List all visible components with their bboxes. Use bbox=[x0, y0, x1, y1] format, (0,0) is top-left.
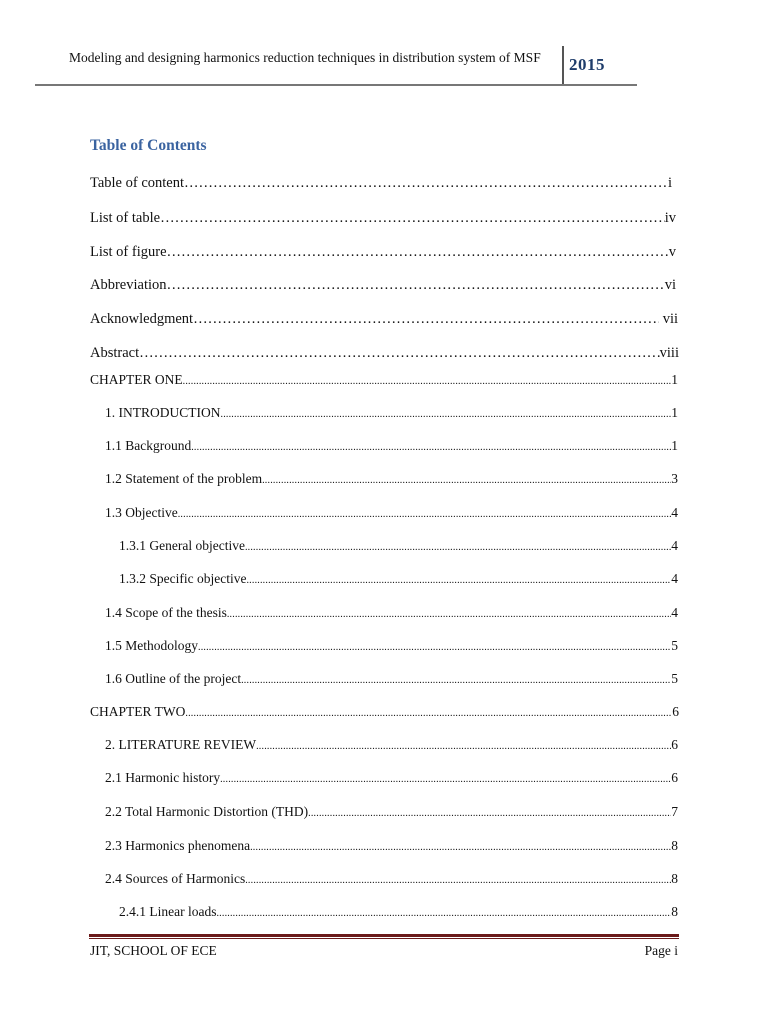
toc-leader bbox=[216, 904, 671, 920]
toc-entry-title: 1.2 Statement of the problem bbox=[105, 471, 263, 486]
toc-entry-page: 7 bbox=[671, 804, 678, 819]
header-year: 2015 bbox=[569, 55, 605, 74]
toc-entry-title: 2.1 Harmonic history bbox=[105, 770, 221, 785]
toc-entry[interactable] bbox=[105, 438, 678, 454]
toc-entry-page: 3 bbox=[671, 471, 678, 486]
footer-institution: JIT, SCHOOL OF ECE bbox=[90, 943, 217, 958]
toc-leader bbox=[221, 405, 672, 421]
toc-entry-title: 1. INTRODUCTION bbox=[105, 405, 221, 420]
toc-entry-title: CHAPTER TWO bbox=[90, 704, 186, 719]
toc-leader bbox=[198, 638, 671, 654]
toc-entry-title: CHAPTER ONE bbox=[90, 372, 183, 387]
toc-leader bbox=[256, 737, 671, 753]
toc-entry-page: 4 bbox=[671, 505, 678, 520]
toc-entry-title: 1.3 Objective bbox=[105, 505, 178, 520]
toc-leader bbox=[184, 175, 668, 192]
toc-entry[interactable] bbox=[90, 311, 678, 328]
toc-entry[interactable] bbox=[105, 671, 678, 687]
toc-entry[interactable] bbox=[105, 838, 678, 854]
toc-leader bbox=[241, 671, 671, 687]
toc-leader bbox=[178, 505, 672, 521]
toc-entry[interactable] bbox=[90, 277, 676, 294]
toc-entry-page: 5 bbox=[671, 671, 678, 686]
toc-entry-title: List of figure bbox=[90, 244, 167, 260]
toc-entry-page: vi bbox=[664, 277, 676, 293]
toc-entry-title: 2.4.1 Linear loads bbox=[119, 904, 217, 919]
toc-entry[interactable] bbox=[105, 804, 678, 820]
toc-entry-title: 1.6 Outline of the project bbox=[105, 671, 242, 686]
toc-entry-title: Abbreviation bbox=[90, 277, 167, 293]
toc-entry[interactable] bbox=[90, 372, 678, 388]
toc-leader bbox=[167, 244, 669, 261]
toc-leader bbox=[245, 871, 671, 887]
toc-entry-page: 6 bbox=[671, 770, 678, 785]
toc-entry-page: viii bbox=[659, 345, 679, 361]
toc-leader bbox=[191, 438, 671, 454]
toc-entry-title: 2.3 Harmonics phenomena bbox=[105, 838, 251, 853]
toc-entry-page: 1 bbox=[671, 372, 678, 387]
toc-entry-page: 6 bbox=[672, 704, 679, 719]
toc-leader bbox=[193, 311, 659, 328]
toc-entry-title: 2.4 Sources of Harmonics bbox=[105, 871, 246, 886]
toc-entry[interactable] bbox=[90, 210, 676, 227]
footer-rule bbox=[89, 934, 679, 937]
toc-entry-page: 8 bbox=[671, 904, 678, 919]
toc-leader bbox=[139, 345, 660, 362]
header-title: Modeling and designing harmonics reduction techniques in distribution system of MSF bbox=[69, 50, 541, 65]
toc-entry-page: 4 bbox=[671, 605, 678, 620]
toc-entry-title: Table of content bbox=[90, 175, 185, 191]
toc-entry-page: 5 bbox=[671, 638, 678, 653]
toc-entry-page: 1 bbox=[671, 405, 678, 420]
toc-entry[interactable] bbox=[90, 244, 676, 261]
toc-entry[interactable] bbox=[90, 704, 679, 720]
toc-entry-title: 1.3.2 Specific objective bbox=[119, 571, 247, 586]
toc-entry-title: 1.4 Scope of the thesis bbox=[105, 605, 227, 620]
toc-entry-title: List of table bbox=[90, 210, 161, 226]
toc-entry[interactable] bbox=[90, 175, 672, 192]
toc-entry-title: 1.3.1 General objective bbox=[119, 538, 245, 553]
toc-entry-title: 2.2 Total Harmonic Distortion (THD) bbox=[105, 804, 309, 819]
toc-leader bbox=[227, 605, 671, 621]
toc-entry-title: 1.5 Methodology bbox=[105, 638, 198, 653]
toc-entry[interactable] bbox=[105, 737, 678, 753]
toc-leader bbox=[167, 277, 665, 294]
toc-entry[interactable] bbox=[105, 770, 678, 786]
toc-leader bbox=[308, 804, 671, 820]
toc-leader bbox=[262, 471, 671, 487]
toc-leader bbox=[220, 770, 671, 786]
toc-entry[interactable] bbox=[105, 871, 678, 887]
toc-leader bbox=[245, 538, 671, 554]
toc-entry[interactable] bbox=[119, 538, 678, 554]
footer-rule-thin bbox=[89, 938, 679, 939]
toc-entry[interactable] bbox=[105, 638, 678, 654]
toc-entry-page: 6 bbox=[671, 737, 678, 752]
toc-leader bbox=[246, 571, 671, 587]
header-rule bbox=[35, 84, 637, 86]
toc-entry-title: 1.1 Background bbox=[105, 438, 192, 453]
toc-entry[interactable] bbox=[105, 471, 678, 487]
page-header bbox=[0, 0, 768, 90]
toc-entry[interactable] bbox=[90, 345, 679, 362]
toc-entry[interactable] bbox=[105, 605, 678, 621]
toc-entry-title: Abstract bbox=[90, 345, 140, 361]
toc-leader bbox=[250, 838, 671, 854]
toc-entry[interactable] bbox=[105, 405, 678, 421]
toc-entry-title: 2. LITERATURE REVIEW bbox=[105, 737, 257, 752]
toc-entry-page: vii bbox=[659, 311, 678, 327]
toc-entry-page: 1 bbox=[671, 438, 678, 453]
toc-leader bbox=[160, 210, 665, 227]
toc-entry-page: 4 bbox=[671, 538, 678, 553]
toc-leader bbox=[183, 372, 672, 388]
toc-entry-page: iv bbox=[664, 210, 676, 226]
toc-entry-page: 8 bbox=[671, 838, 678, 853]
toc-entry-title: Acknowledgment bbox=[90, 311, 194, 327]
toc-entry-page: v bbox=[668, 244, 676, 260]
toc-heading: Table of Contents bbox=[90, 137, 207, 154]
toc-entry-page: i bbox=[667, 175, 672, 191]
toc-entry-page: 4 bbox=[671, 571, 678, 586]
toc-entry[interactable] bbox=[105, 505, 678, 521]
footer-page-number: Page i bbox=[644, 943, 678, 958]
header-divider bbox=[562, 46, 564, 86]
toc-entry[interactable] bbox=[119, 904, 678, 920]
toc-leader bbox=[185, 704, 672, 720]
toc-entry-page: 8 bbox=[671, 871, 678, 886]
toc-entry[interactable] bbox=[119, 571, 678, 587]
